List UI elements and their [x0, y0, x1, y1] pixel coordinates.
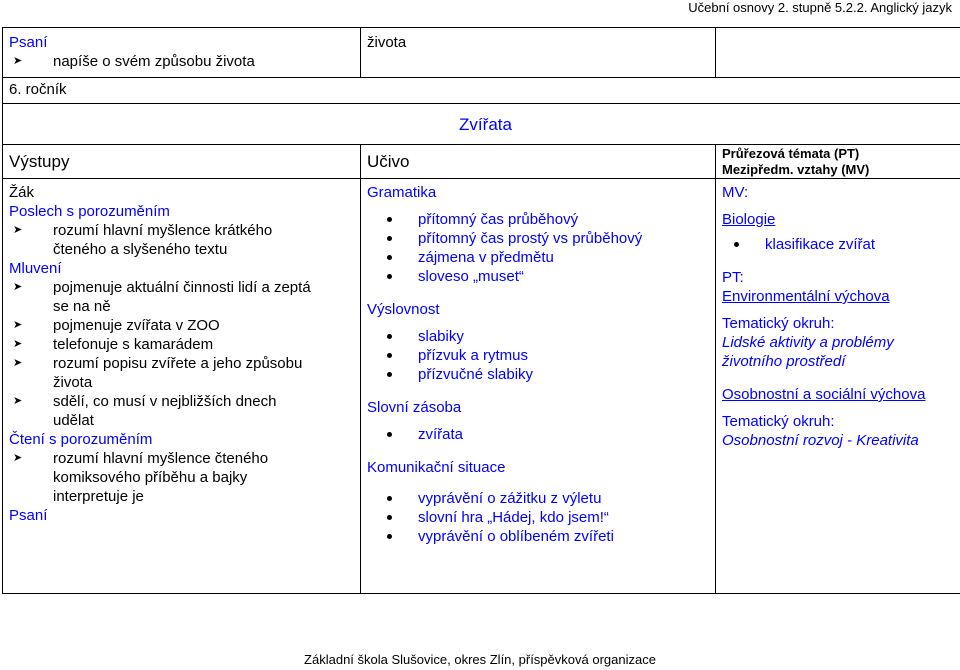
list-item: přítomný čas prostý vs průběhový: [367, 229, 709, 248]
themes-cell: [716, 179, 960, 594]
list-item: přítomný čas průběhový: [367, 210, 709, 229]
header-outcomes: Výstupy: [3, 145, 361, 179]
reading-title: Čtení s porozuměním: [9, 431, 153, 448]
list-item: přízvučné slabiky: [367, 365, 709, 384]
thematic-area-value: Lidské aktivity a problémy životního prostředí: [722, 334, 894, 370]
biology-link[interactable]: Biologie: [722, 211, 776, 228]
list-item: vyprávění o oblíbeném zvířeti: [367, 527, 709, 546]
listening-title: Poslech s porozuměním: [9, 203, 170, 220]
list-item: ➤ napíše o svém způsobu života: [13, 53, 255, 70]
mv-label: MV:: [722, 184, 749, 201]
list-item: zvířata: [367, 425, 709, 444]
dot-bullet-icon: [387, 236, 392, 241]
dot-bullet-icon: [387, 496, 392, 501]
table-row: [3, 179, 960, 594]
curriculum-table: [2, 27, 960, 594]
grammar-title: Gramatika: [367, 184, 437, 201]
dot-bullet-icon: [387, 217, 392, 222]
pronunciation-list: [367, 327, 709, 384]
dot-bullet-icon: [387, 432, 392, 437]
environmental-education-link[interactable]: Environmentální výchova: [722, 288, 890, 305]
thematic-area-value: Osobnostní rozvoj - Kreativita: [722, 432, 919, 449]
outcomes-cell: [3, 179, 361, 594]
list-item: ➤ pojmenuje zvířata v ZOO: [13, 317, 220, 334]
table-row: [3, 28, 960, 78]
writing-section-title: Psaní: [9, 34, 48, 51]
thematic-area-label: Tematický okruh:: [722, 315, 835, 332]
topic-title: Zvířata: [3, 104, 960, 145]
arrow-bullet-icon: ➤: [13, 452, 23, 464]
arrow-bullet-icon: ➤: [13, 55, 23, 67]
list-item: zájmena v předmětu: [367, 248, 709, 267]
dot-bullet-icon: [387, 372, 392, 377]
communication-list: [367, 489, 709, 546]
dot-bullet-icon: [387, 334, 392, 339]
dot-bullet-icon: [387, 274, 392, 279]
arrow-bullet-icon: ➤: [13, 338, 23, 350]
header-themes: Průřezová témata (PT) Mezipředm. vztahy (MV): [716, 145, 960, 179]
page-footer: Základní škola Slušovice, okres Zlín, příspěvková organizace: [304, 652, 656, 667]
arrow-bullet-icon: ➤: [13, 281, 23, 293]
list-item: ➤ pojmenuje aktuální činnosti lidí a zeptá se na ně: [13, 279, 311, 315]
student-label: Žák: [9, 184, 35, 201]
top-row-curriculum: života: [361, 28, 716, 78]
dot-bullet-icon: [387, 353, 392, 358]
list-item: slabiky: [367, 327, 709, 346]
list-item: klasifikace zvířat: [722, 235, 960, 254]
arrow-bullet-icon: ➤: [13, 357, 23, 369]
personal-social-education-link[interactable]: Osobnostní a sociální výchova: [722, 386, 926, 403]
list-item: ➤ rozumí hlavní myšlence krátkého čteného a slyšeného textu: [13, 222, 273, 258]
curriculum-cell: [361, 179, 716, 594]
pt-label: PT:: [722, 269, 744, 286]
dot-bullet-icon: [387, 255, 392, 260]
thematic-area-label: Tematický okruh:: [722, 413, 835, 430]
dot-bullet-icon: [387, 534, 392, 539]
list-item: přízvuk a rytmus: [367, 346, 709, 365]
list-item: slovní hra „Hádej, kdo jsem!“: [367, 508, 709, 527]
table-row: [3, 104, 960, 145]
arrow-bullet-icon: ➤: [13, 319, 23, 331]
writing-title: Psaní: [9, 507, 48, 524]
top-row-themes: [716, 28, 960, 78]
list-item: sloveso „muset“: [367, 267, 709, 286]
communication-title: Komunikační situace: [367, 459, 506, 476]
pronunciation-title: Výslovnost: [367, 301, 440, 318]
biology-list: [722, 235, 960, 254]
grammar-list: [367, 210, 709, 286]
arrow-bullet-icon: ➤: [13, 224, 23, 236]
page-header: Učební osnovy 2. stupně 5.2.2. Anglický jazyk: [688, 0, 952, 15]
vocabulary-list: [367, 425, 709, 444]
list-item: ➤ sdělí, co musí v nejbližších dnech udělat: [13, 393, 277, 429]
vocabulary-title: Slovní zásoba: [367, 399, 462, 416]
speaking-title: Mluvení: [9, 260, 62, 277]
grade-label: 6. ročník: [3, 78, 960, 104]
top-row-outcomes: [3, 28, 361, 78]
table-row: [3, 78, 960, 104]
arrow-bullet-icon: ➤: [13, 395, 23, 407]
list-item: vyprávění o zážitku z výletu: [367, 489, 709, 508]
header-curriculum: Učivo: [361, 145, 716, 179]
list-item: ➤ rozumí hlavní myšlence čteného komiksového příběhu a bajky interpretuje je: [13, 450, 269, 505]
list-item: ➤ telefonuje s kamarádem: [13, 336, 214, 353]
table-header-row: [3, 145, 960, 179]
dot-bullet-icon: [734, 242, 739, 247]
list-item: ➤ rozumí popisu zvířete a jeho způsobu života: [13, 355, 303, 391]
dot-bullet-icon: [387, 515, 392, 520]
